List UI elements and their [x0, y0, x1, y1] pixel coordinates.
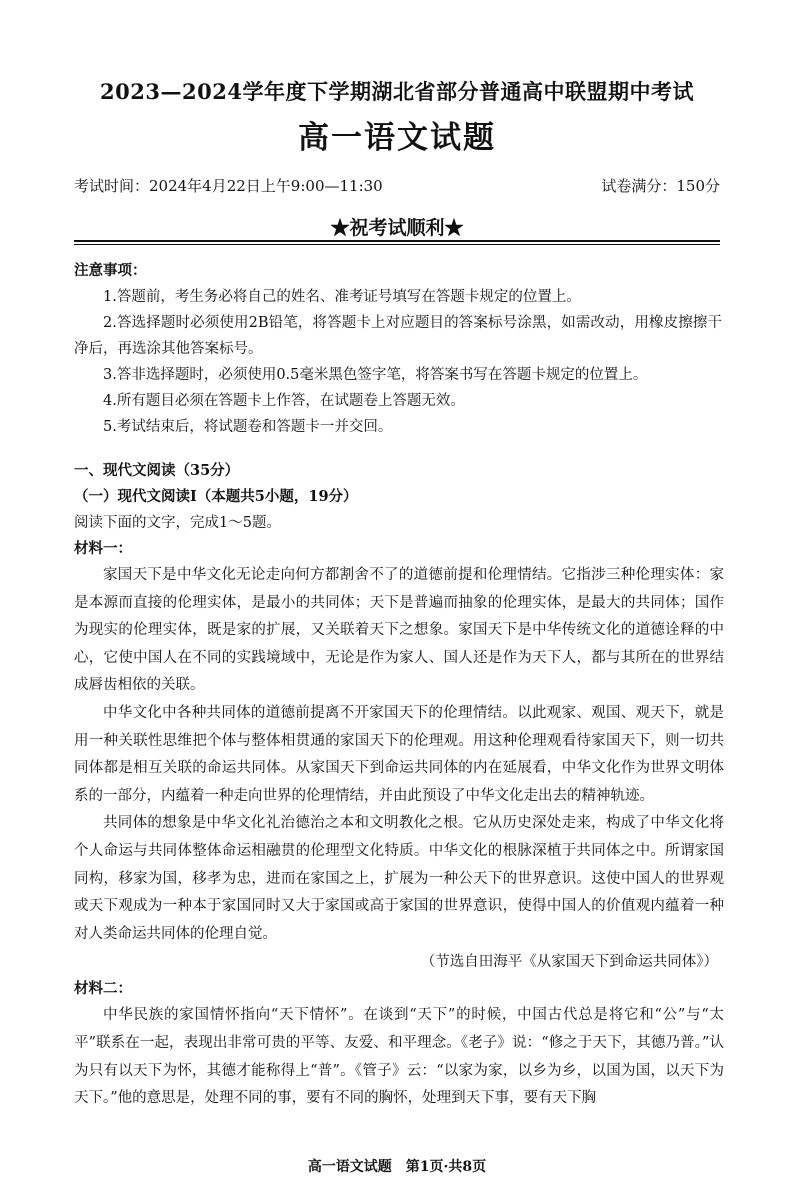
exam-time: 考试时间：2024年4月22日上午9:00—11:30 — [74, 177, 383, 195]
note-item: 2.答选择题时必须使用2B铅笔，将答题卡上对应题目的答案标号涂黑，如需改动，用橡皮擦擦干净后，再选涂其他答案标号。 — [74, 315, 722, 357]
material-one-source: （节选自田海平《从家国天下到命运共同体》） — [420, 954, 718, 971]
note-item: 5.考试结束后，将试题卷和答题卡一并交回。 — [103, 419, 393, 435]
full-score: 试卷满分：150分 — [601, 177, 720, 195]
notes-block — [74, 258, 722, 440]
page-footer: 高一语文试题 第1页·共8页 — [307, 1159, 487, 1175]
material-one-paragraph: 家国天下是中华文化无论走向何方都割舍不了的道德前提和伦理情结。它指涉三种伦理实体：家是本源而直接的伦理实体，是最小的共同体；天下是普遍而抽象的伦理实体，是最大的共同体；国作为现实的伦理实体，既是家的扩展，又关联着天下之想象。家国天下是中华传统文化的道德诠释的中心，它使中国人在不同的实践境域中，无论是作为家人、国人还是作为天下人，都与其所在的世界结成唇齿相依的关联。 — [74, 567, 724, 694]
note-item: 1.答题前，考生务必将自己的姓名、准考证号填写在答题卡规定的位置上。 — [103, 289, 581, 305]
reading-section — [74, 458, 724, 1113]
exam-info-row — [74, 175, 720, 196]
material-two-paragraph: 中华民族的家国情怀指向“天下情怀”。在谈到“天下”的时候，中国古代总是将它和“公”与“太平”联系在一起，表现出非常可贵的平等、友爱、和平理念。《老子》说：“修之于天下，其德乃普。”认为只有以天下为怀，其德才能称得上“普”。《管子》云：“以家为家，以乡为乡，以国为国，以天下为天下。”他的意思是，处理不同的事，要有不同的胸怀，处理到天下事，要有天下胸 — [74, 1007, 724, 1107]
header-divider-thin — [74, 244, 720, 245]
material-two-label: 材料二： — [74, 980, 132, 998]
note-item: 4.所有题目必须在答题卡上作答，在试题卷上答题无效。 — [103, 393, 465, 409]
note-item: 3.答非选择题时，必须使用0.5毫米黑色签字笔，将答案书写在答题卡规定的位置上。 — [103, 367, 648, 383]
good-luck-banner: ★祝考试顺利★ — [330, 217, 464, 239]
material-one-paragraph: 共同体的想象是中华文化礼治德治之本和文明教化之根。它从历史深处走来，构成了中华文化将个人命运与共同体整体命运相融贯的伦理型文化特质。中华文化的根脉深植于共同体之中。所谓家国同构，移家为国，移孝为忠，进而在家国之上，扩展为一种公天下的世界意识。这使中国人的世界观或天下观成为一种本于家国同时又大于家国或高于家国的世界意识，使得中国人的价值观内蕴着一种对人类命运共同体的伦理自觉。 — [74, 815, 724, 942]
reading-instruction: 阅读下面的文字，完成1～5题。 — [74, 515, 281, 531]
header-divider-thick — [74, 240, 720, 242]
notes-heading: 注意事项： — [74, 262, 147, 279]
section-title: 一、现代文阅读（35分） — [74, 462, 240, 479]
exam-subject-title: 高一语文试题 — [298, 120, 496, 156]
part-title: （一）现代文阅读Ⅰ（本题共5小题，19分） — [74, 488, 358, 505]
material-one-paragraph: 中华文化中各种共同体的道德前提离不开家国天下的伦理情结。以此观家、观国、观天下，就是用一种关联性思维把个体与整体相贯通的家国天下的伦理观。用这种伦理观看待家国天下，则一切共同体都是相互关联的命运共同体。从家国天下到命运共同体的内在延展看，中华文化作为世界文明体系的一部分，内蕴着一种走向世界的伦理情结，并由此预设了中华文化走出去的精神轨迹。 — [74, 704, 724, 804]
exam-main-title: 2023—2024学年度下学期湖北省部分普通高中联盟期中考试 — [100, 79, 694, 104]
material-one-label: 材料一： — [74, 540, 132, 557]
